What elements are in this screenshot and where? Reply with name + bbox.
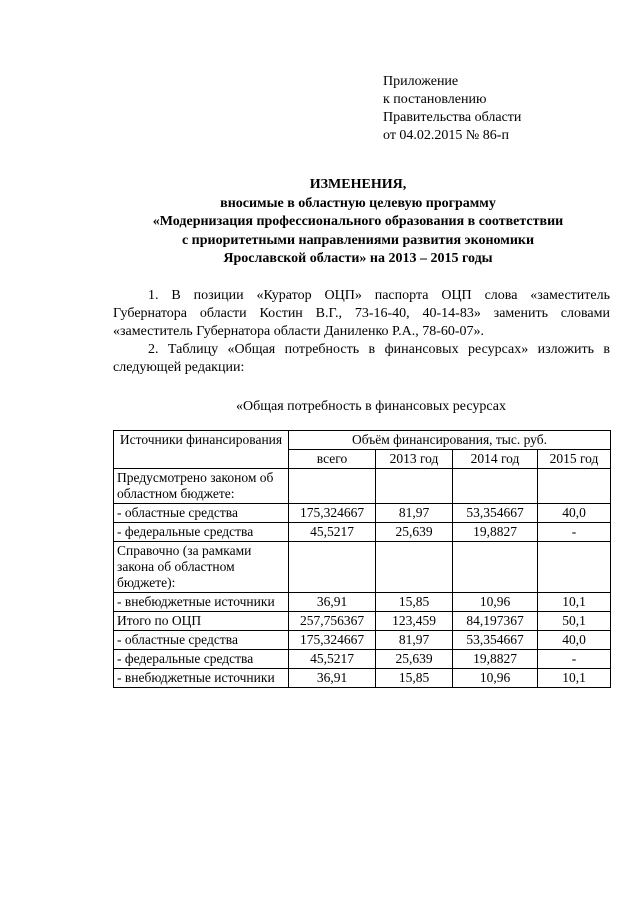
row-value: 25,639 [376, 523, 453, 542]
row-label: - федеральные средства [114, 523, 289, 542]
row-label: Справочно (за рамками закона об областном бюджете): [114, 542, 289, 593]
row-value: 15,85 [376, 669, 453, 688]
header-col: 2013 год [376, 450, 453, 469]
table-row [114, 593, 611, 612]
header-col: всего [289, 450, 376, 469]
row-value: 19,8827 [453, 650, 538, 669]
row-value [453, 542, 538, 593]
row-value: 10,1 [538, 669, 611, 688]
table-row [114, 669, 611, 688]
row-value: 36,91 [289, 593, 376, 612]
paragraph-1: 1. В позиции «Куратор ОЦП» паспорта ОЦП слова «заместитель Губернатора области Костин В.Г., 73-16-40, 40-14-83» заменить словами «заместитель Губернатора области Даниленко Р.А., 78-60-07». [113, 288, 610, 339]
row-value [376, 542, 453, 593]
row-label: - федеральные средства [114, 650, 289, 669]
row-value: 10,96 [453, 669, 538, 688]
table-caption: «Общая потребность в финансовых ресурсах [236, 399, 506, 414]
row-value: 19,8827 [453, 523, 538, 542]
row-value [289, 542, 376, 593]
table-row [114, 542, 611, 593]
table-row [114, 504, 611, 523]
row-value [289, 469, 376, 504]
row-label: - внебюджетные источники [114, 669, 289, 688]
header-volume: Объём финансирования, тыс. руб. [289, 431, 611, 450]
row-value: 25,639 [376, 650, 453, 669]
title-line: «Модернизация профессионального образования в соответствии [152, 214, 564, 229]
row-value: 15,85 [376, 593, 453, 612]
row-label: - областные средства [114, 504, 289, 523]
row-label: Предусмотрено законом об областном бюджете: [114, 469, 289, 504]
row-value [538, 469, 611, 504]
row-label: - внебюджетные источники [114, 593, 289, 612]
table-row [114, 469, 611, 504]
row-value: 53,354667 [453, 504, 538, 523]
header-sources: Источники финансирования [114, 431, 289, 469]
table-row [114, 650, 611, 669]
appendix-line: от 04.02.2015 № 86-п [383, 128, 509, 143]
row-value: - [538, 523, 611, 542]
row-value: 40,0 [538, 504, 611, 523]
financing-table [113, 430, 611, 688]
row-value: 45,5217 [289, 523, 376, 542]
row-value: 175,324667 [289, 504, 376, 523]
table-row [114, 523, 611, 542]
document-title [98, 176, 618, 269]
row-value: 10,1 [538, 593, 611, 612]
appendix-line: Приложение [383, 74, 459, 89]
row-value: - [538, 650, 611, 669]
row-value: 36,91 [289, 669, 376, 688]
row-value: 53,354667 [453, 631, 538, 650]
header-col: 2014 год [453, 450, 538, 469]
row-value: 81,97 [376, 504, 453, 523]
appendix-block [383, 73, 521, 145]
title-line: вносимые в областную целевую программу [220, 195, 496, 211]
table-row [114, 631, 611, 650]
title-line: ИЗМЕНЕНИЯ, [309, 177, 407, 192]
row-value: 84,197367 [453, 612, 538, 631]
row-value [376, 469, 453, 504]
row-value: 10,96 [453, 593, 538, 612]
row-label: - областные средства [114, 631, 289, 650]
row-label: Итого по ОЦП [114, 612, 289, 631]
row-value: 175,324667 [289, 631, 376, 650]
row-value [453, 469, 538, 504]
row-value: 81,97 [376, 631, 453, 650]
appendix-line: Правительства области [383, 110, 522, 125]
row-value: 50,1 [538, 612, 611, 631]
appendix-line: к постановлению [383, 92, 487, 107]
table-header-row [114, 431, 611, 450]
table-row [114, 612, 611, 631]
row-value: 123,459 [376, 612, 453, 631]
title-line: с приоритетными направлениями развития экономики [181, 232, 535, 248]
row-value: 257,756367 [289, 612, 376, 631]
header-col: 2015 год [538, 450, 611, 469]
row-value: 45,5217 [289, 650, 376, 669]
row-value: 40,0 [538, 631, 611, 650]
row-value [538, 542, 611, 593]
table-body [114, 469, 611, 688]
title-line: Ярославской области» на 2013 – 2015 годы [223, 251, 493, 266]
paragraph-2: 2. Таблицу «Общая потребность в финансовых ресурсах» изложить в следующей редакции: [113, 342, 610, 375]
